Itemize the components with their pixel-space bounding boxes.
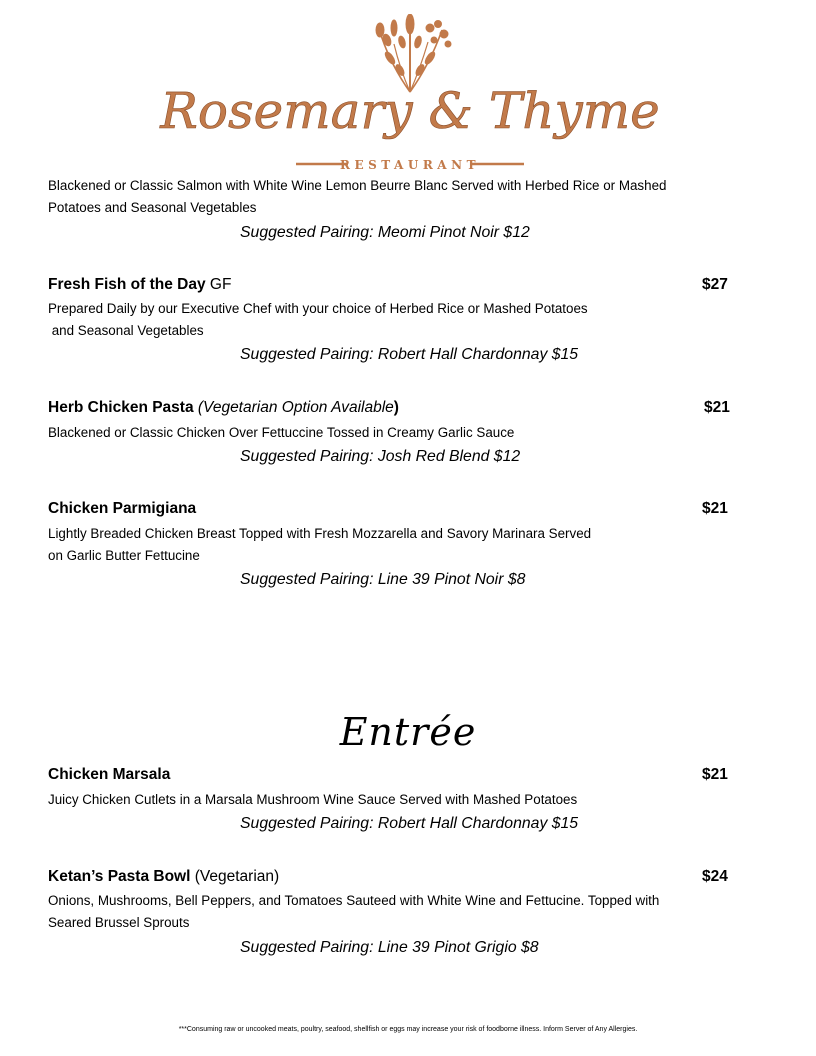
- item-description-line: Juicy Chicken Cutlets in a Marsala Mushroom Wine Sauce Served with Mashed Potatoes: [48, 792, 578, 807]
- menu-item-price: $21: [702, 766, 728, 783]
- item-description-line: Prepared Daily by our Executive Chef with your choice of Herbed Rice or Mashed Potatoes: [48, 301, 588, 316]
- menu-item-price: $27: [702, 276, 728, 293]
- wine-pairing: Suggested Pairing: Robert Hall Chardonnay $15: [240, 346, 579, 363]
- menu-item-price: $24: [702, 868, 728, 885]
- item-description-line: on Garlic Butter Fettucine: [48, 548, 200, 563]
- allergy-disclaimer: ***Consuming raw or uncooked meats, poultry, seafood, shellfish or eggs may increase your risk of foodborne illness. Inform Server of Any Allergies.: [178, 1026, 638, 1033]
- wine-pairing: Suggested Pairing: Josh Red Blend $12: [240, 448, 521, 465]
- menu-item-title: [48, 276, 231, 294]
- menu-item-title: [48, 500, 196, 518]
- item-description-line: Potatoes and Seasonal Vegetables: [48, 200, 257, 215]
- item-description-line: Seared Brussel Sprouts: [48, 915, 190, 930]
- menu-item-title: [48, 766, 170, 784]
- wine-pairing: Suggested Pairing: Line 39 Pinot Grigio $8: [240, 939, 539, 956]
- menu-item-name: Herb Chicken Pasta: [48, 399, 194, 416]
- menu-item-title: [48, 399, 399, 417]
- dietary-tag: (Vegetarian): [190, 868, 280, 885]
- item-description-line: Lightly Breaded Chicken Breast Topped with Fresh Mozzarella and Savory Marinara Served: [48, 526, 592, 541]
- menu-item-name: Fresh Fish of the Day: [48, 276, 206, 293]
- dietary-tag: GF: [205, 276, 232, 293]
- logo-wordmark-text: Rosemary & Thyme: [160, 82, 660, 140]
- menu-item-title: [48, 868, 279, 886]
- dietary-tag: (Vegetarian Option Available: [193, 399, 394, 416]
- dietary-tag-close: ): [393, 399, 399, 416]
- menu-item-name: Chicken Parmigiana: [48, 500, 197, 517]
- menu-item-name: Chicken Marsala: [48, 766, 171, 783]
- section-heading-entree: Entrée: [339, 710, 477, 754]
- menu-item-price: $21: [704, 399, 730, 416]
- logo-subtitle: [150, 154, 670, 174]
- item-description-line: Onions, Mushrooms, Bell Peppers, and Tomatoes Sauteed with White Wine and Fettucine. Topped with: [48, 893, 660, 908]
- logo-wordmark: [150, 80, 670, 150]
- wine-pairing: Suggested Pairing: Line 39 Pinot Noir $8: [240, 571, 526, 588]
- item-description-line: and Seasonal Vegetables: [48, 323, 204, 338]
- item-description-line: Blackened or Classic Salmon with White Wine Lemon Beurre Blanc Served with Herbed Rice or Mashed: [48, 178, 667, 193]
- logo-subtitle-text: RESTAURANT: [339, 158, 481, 172]
- restaurant-logo: [150, 14, 670, 174]
- menu-item-name: Ketan’s Pasta Bowl: [48, 868, 191, 885]
- menu-item-price: $21: [702, 500, 728, 517]
- wine-pairing: Suggested Pairing: Robert Hall Chardonnay $15: [240, 815, 579, 832]
- wine-pairing: Suggested Pairing: Meomi Pinot Noir $12: [240, 224, 530, 241]
- item-description-line: Blackened or Classic Chicken Over Fettuccine Tossed in Creamy Garlic Sauce: [48, 425, 515, 440]
